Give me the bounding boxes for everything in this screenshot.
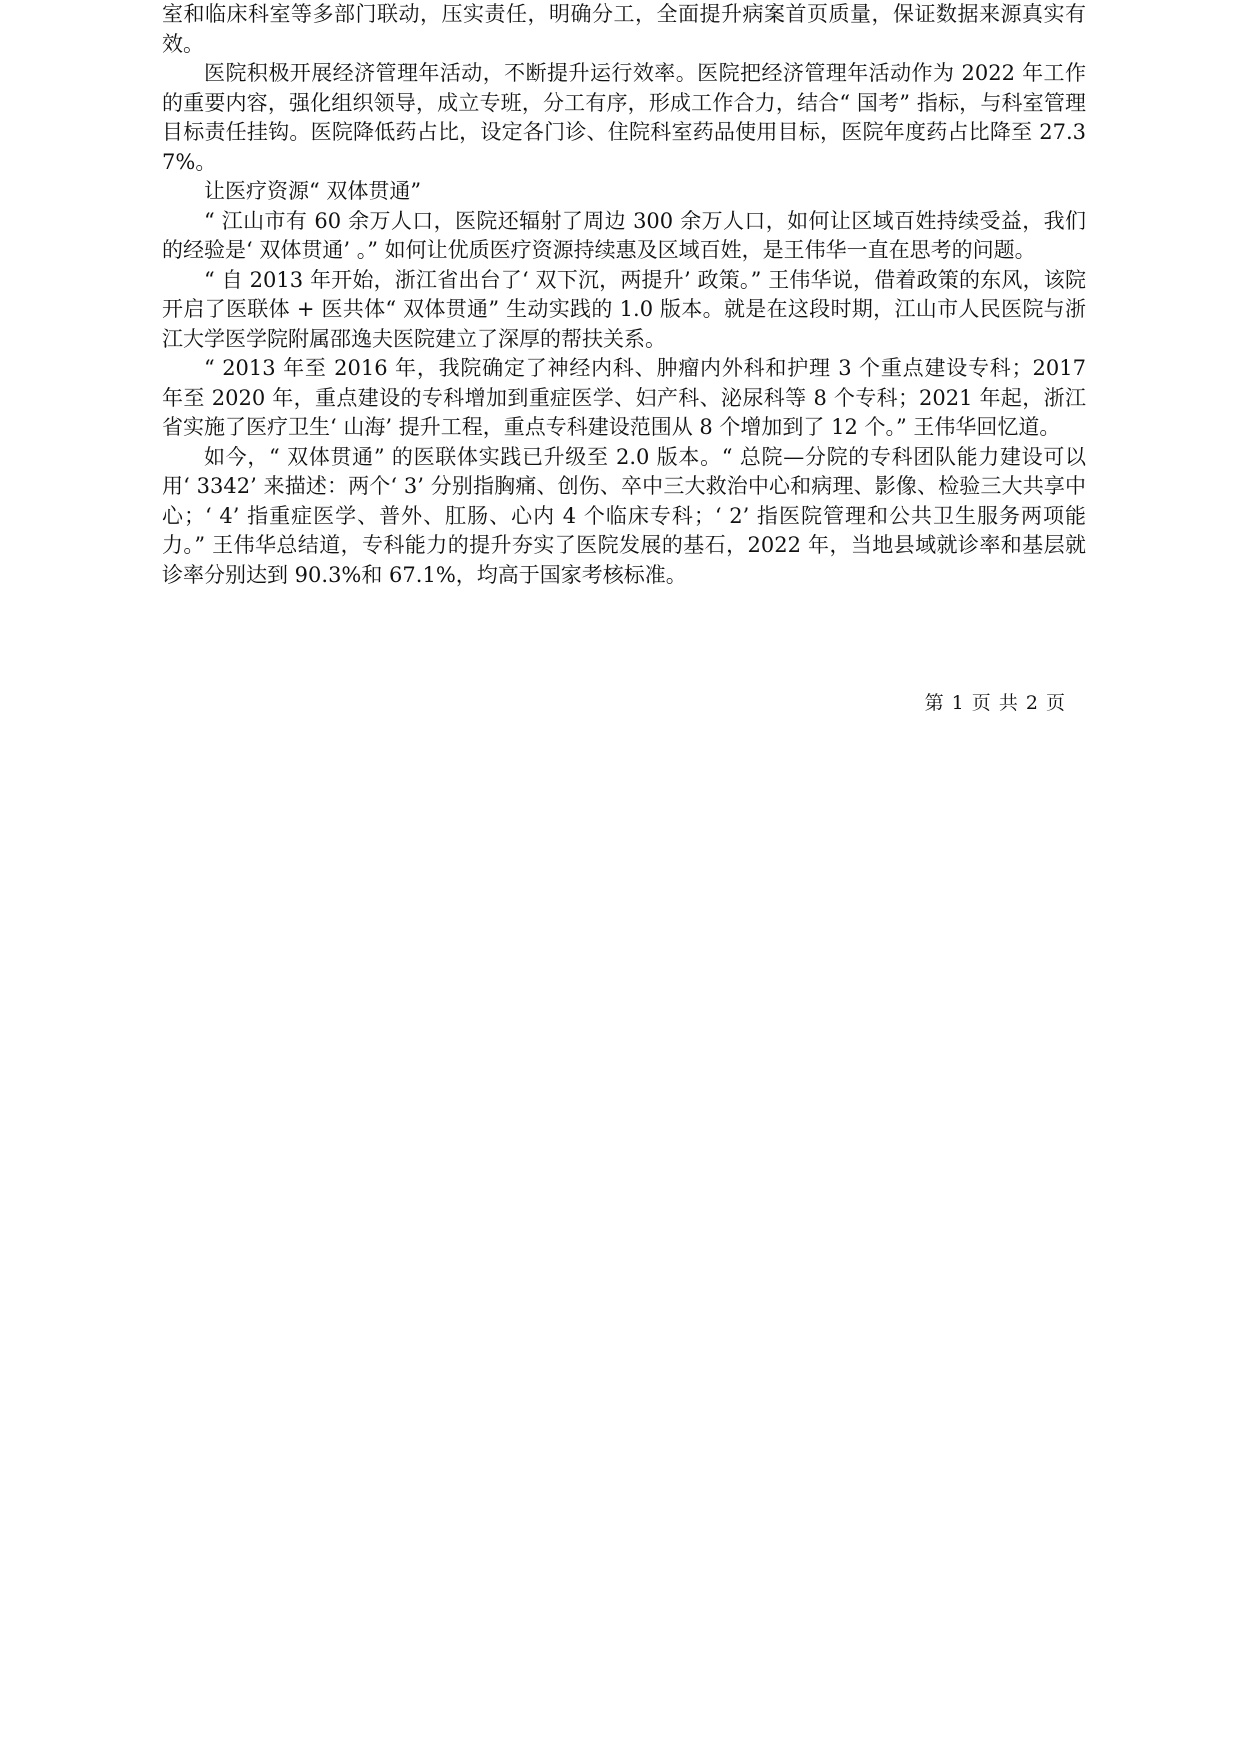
- paragraph-policy-2013: “ 自 2013 年开始，浙江省出台了‘ 双下沉，两提升’ 政策。” 王伟华说，借着政策的东风，该院开启了医联体 + 医共体“ 双体贯通” 生动实践的 1.0 版本。就是在这段时期，江山市人民医院与浙江大学医学院附属邵逸夫医院建立了深厚的帮扶关系。: [162, 267, 1086, 351]
- paragraph-economic-management: 医院积极开展经济管理年活动，不断提升运行效率。医院把经济管理年活动作为 2022 年工作的重要内容，强化组织领导，成立专班，分工有序，形成工作合力，结合“ 国考” 指标，与科室管理目标责任挂钩。医院降低药占比，设定各门诊、住院科室药品使用目标，医院年度药占比降至 27.37%。: [162, 61, 1086, 174]
- paragraph-specialties: “ 2013 年至 2016 年，我院确定了神经内科、肿瘤内外科和护理 3 个重点建设专科；2017 年至 2020 年，重点建设的专科增加到重症医学、妇产科、泌尿科等 8 个专科；2021 年起，浙江省实施了医疗卫生‘ 山海’ 提升工程，重点专科建设范围从 8 个增加到了 12 个。” 王伟华回忆道。: [162, 356, 1086, 439]
- document-page: [162, 0, 1086, 590]
- paragraph-population: “ 江山市有 60 余万人口，医院还辐射了周边 300 余万人口，如何让区域百姓持续受益，我们的经验是‘ 双体贯通’ 。” 如何让优质医疗资源持续惠及区域百姓，是王伟华一直在思考的问题。: [162, 208, 1086, 262]
- paragraph-version-2: 如今，“ 双体贯通” 的医联体实践已升级至 2.0 版本。“ 总院—分院的专科团队能力建设可以用‘ 3342’ 来描述：两个‘ 3’ 分别指胸痛、创伤、卒中三大救治中心和病理、影像、检验三大共享中心；‘ 4’ 指重症医学、普外、肛肠、心内 4 个临床专科；‘ 2’ 指医院管理和公共卫生服务两项能力。” 王伟华总结道，专科能力的提升夯实了医院发展的基石，2022 年，当地县域就诊率和基层就诊率分别达到 90.3%和 67.1%，均高于国家考核标准。: [162, 444, 1086, 587]
- section-heading: 让医疗资源“ 双体贯通”: [204, 179, 422, 203]
- page-number-footer: 第 1 页 共 2 页: [924, 692, 1066, 714]
- paragraph-continuation: 室和临床科室等多部门联动，压实责任，明确分工，全面提升病案首页质量，保证数据来源真实有效。: [162, 2, 1086, 56]
